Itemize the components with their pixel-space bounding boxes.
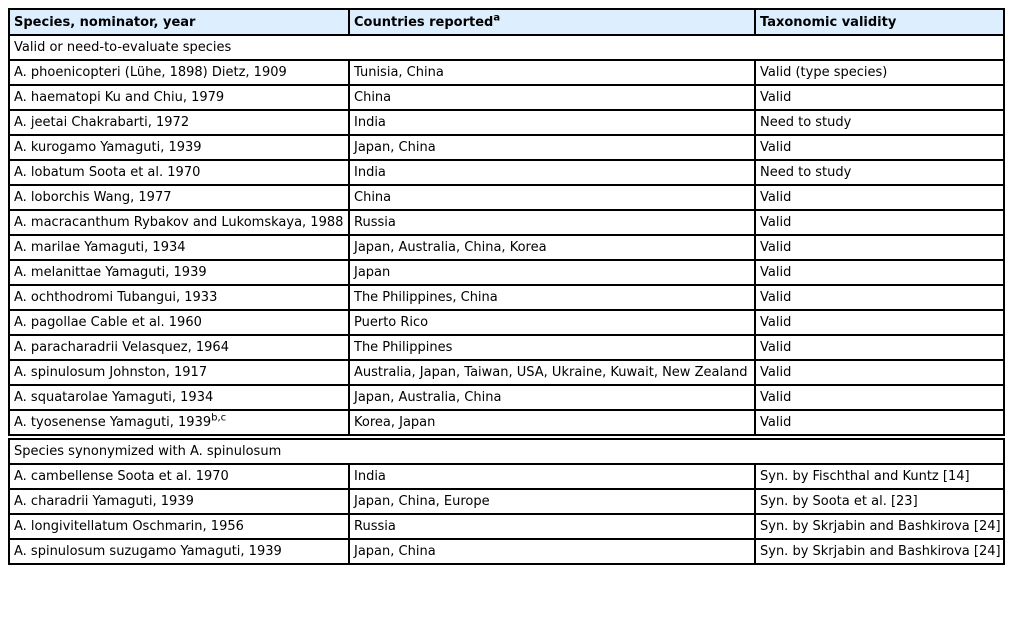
cell-countries-text: China <box>354 90 392 105</box>
cell-countries <box>349 185 755 210</box>
header-countries: Countries reported$^a$ <box>349 9 755 35</box>
cell-species <box>9 210 349 235</box>
cell-species-text: A. cambellense Soota et al. 1970 <box>14 469 229 484</box>
table-row <box>9 185 1004 210</box>
table-row <box>9 310 1004 335</box>
section-title: Species synonymized with A. spinulosum <box>9 437 1004 464</box>
cell-countries-text: Japan, Australia, China <box>354 390 502 405</box>
cell-species-text: A. phoenicopteri (Lühe, 1898) Dietz, 1909 <box>14 65 287 80</box>
cell-species-text: A. longivitellatum Oschmarin, 1956 <box>14 519 244 534</box>
cell-species <box>9 110 349 135</box>
cell-validity <box>755 410 1004 437</box>
cell-validity-text: Valid <box>760 315 792 330</box>
cell-countries-text: Japan, China <box>354 140 436 155</box>
cell-validity <box>755 489 1004 514</box>
cell-validity-text: Valid <box>760 365 792 380</box>
cell-species-text: A. lobatum Soota et al. 1970 <box>14 165 201 180</box>
section-synonyms <box>9 437 1004 564</box>
cell-species-text: A. spinulosum Johnston, 1917 <box>14 365 208 380</box>
cell-countries <box>349 514 755 539</box>
cell-countries-text: Russia <box>354 519 396 534</box>
cell-species <box>9 260 349 285</box>
cell-species <box>9 335 349 360</box>
section-title-row <box>9 437 1004 464</box>
table-row <box>9 539 1004 564</box>
table-row <box>9 60 1004 85</box>
cell-countries-text: Tunisia, China <box>354 65 444 80</box>
cell-species-text: A. jeetai Chakrabarti, 1972 <box>14 115 190 130</box>
cell-species-text: A. ochthodromi Tubangui, 1933 <box>14 290 218 305</box>
cell-species-text: A. haematopi Ku and Chiu, 1979 <box>14 90 225 105</box>
cell-validity-text: Valid <box>760 290 792 305</box>
cell-validity-text: Valid <box>760 190 792 205</box>
cell-validity-text: Valid <box>760 140 792 155</box>
cell-countries <box>349 85 755 110</box>
table-row <box>9 235 1004 260</box>
cell-countries <box>349 410 755 437</box>
table-row <box>9 410 1004 437</box>
cell-validity <box>755 464 1004 489</box>
cell-species <box>9 514 349 539</box>
cell-species-text: A. spinulosum suzugamo Yamaguti, 1939 <box>14 544 282 559</box>
cell-validity-text: Valid <box>760 90 792 105</box>
table-row <box>9 210 1004 235</box>
cell-countries <box>349 360 755 385</box>
table-row <box>9 514 1004 539</box>
cell-validity <box>755 60 1004 85</box>
cell-countries <box>349 489 755 514</box>
cell-validity-text: Valid <box>760 215 792 230</box>
cell-countries-text: Russia <box>354 215 396 230</box>
cell-species-text: A. pagollae Cable et al. 1960 <box>14 315 202 330</box>
cell-species <box>9 85 349 110</box>
table-row <box>9 285 1004 310</box>
table-row <box>9 260 1004 285</box>
cell-validity <box>755 514 1004 539</box>
cell-countries <box>349 110 755 135</box>
cell-countries <box>349 160 755 185</box>
cell-validity <box>755 285 1004 310</box>
cell-countries-text: Korea, Japan <box>354 415 436 430</box>
cell-validity <box>755 135 1004 160</box>
cell-countries-text: India <box>354 469 386 484</box>
cell-countries <box>349 135 755 160</box>
cell-species <box>9 360 349 385</box>
table-row <box>9 464 1004 489</box>
cell-species <box>9 160 349 185</box>
cell-species-text: A. paracharadrii Velasquez, 1964 <box>14 340 229 355</box>
cell-validity-text: Need to study <box>760 165 852 180</box>
cell-countries-text: Japan, China, Europe <box>354 494 490 509</box>
cell-countries <box>349 235 755 260</box>
species-table <box>8 8 1005 565</box>
cell-species <box>9 135 349 160</box>
cell-species <box>9 310 349 335</box>
cell-countries-text: The Philippines, China <box>354 290 498 305</box>
cell-validity <box>755 360 1004 385</box>
table-row <box>9 385 1004 410</box>
cell-countries-text: India <box>354 165 386 180</box>
cell-validity-text: Valid <box>760 390 792 405</box>
cell-validity <box>755 539 1004 564</box>
cell-countries <box>349 310 755 335</box>
cell-countries <box>349 335 755 360</box>
cell-species <box>9 489 349 514</box>
cell-species <box>9 235 349 260</box>
cell-species-text: A. squatarolae Yamaguti, 1934 <box>14 390 214 405</box>
header-validity: Taxonomic validity <box>755 9 1004 35</box>
cell-species-text: A. macracanthum Rybakov and Lukomskaya, 1988 <box>14 215 344 230</box>
cell-species <box>9 185 349 210</box>
cell-validity-text: Syn. by Fischthal and Kuntz [14] <box>760 469 970 484</box>
cell-validity-text: Syn. by Soota et al. [23] <box>760 494 918 509</box>
cell-species-text: A. kurogamo Yamaguti, 1939 <box>14 140 202 155</box>
section-title: Valid or need-to-evaluate species <box>9 35 1004 60</box>
section-title-row <box>9 35 1004 60</box>
table-row <box>9 160 1004 185</box>
cell-species-text: A. melanittae Yamaguti, 1939 <box>14 265 207 280</box>
cell-validity <box>755 85 1004 110</box>
cell-species-text: A. charadrii Yamaguti, 1939 <box>14 494 194 509</box>
cell-validity-text: Need to study <box>760 115 852 130</box>
cell-validity <box>755 260 1004 285</box>
cell-validity-text: Valid <box>760 265 792 280</box>
cell-species <box>9 410 349 437</box>
cell-validity <box>755 235 1004 260</box>
cell-countries <box>349 385 755 410</box>
cell-countries-text: India <box>354 115 386 130</box>
cell-validity-text: Valid <box>760 415 792 430</box>
table-row <box>9 360 1004 385</box>
cell-validity <box>755 210 1004 235</box>
cell-validity-text: Syn. by Skrjabin and Bashkirova [24] <box>760 519 1001 534</box>
footnote-marker: b,c <box>211 412 227 424</box>
cell-countries <box>349 210 755 235</box>
table-row <box>9 335 1004 360</box>
table-row <box>9 110 1004 135</box>
cell-countries-text: The Philippines <box>354 340 453 355</box>
cell-species-text: A. tyosenense Yamaguti, 1939 <box>14 415 212 430</box>
cell-countries <box>349 464 755 489</box>
footnote-marker: a <box>493 12 501 24</box>
cell-species-text: A. loborchis Wang, 1977 <box>14 190 172 205</box>
cell-countries-text: China <box>354 190 392 205</box>
cell-validity <box>755 110 1004 135</box>
header-row <box>9 9 1004 35</box>
cell-species <box>9 464 349 489</box>
header-species: Species, nominator, year <box>9 9 349 35</box>
cell-validity-text: Syn. by Skrjabin and Bashkirova [24] <box>760 544 1001 559</box>
cell-validity-text: Valid (type species) <box>760 65 888 80</box>
cell-validity <box>755 185 1004 210</box>
table-row <box>9 489 1004 514</box>
cell-species <box>9 539 349 564</box>
cell-species <box>9 385 349 410</box>
cell-countries-text: Japan <box>354 265 391 280</box>
cell-countries-text: Japan, China <box>354 544 436 559</box>
section-valid <box>9 35 1004 437</box>
cell-validity <box>755 335 1004 360</box>
cell-validity-text: Valid <box>760 340 792 355</box>
cell-validity <box>755 160 1004 185</box>
cell-countries-text: Puerto Rico <box>354 315 429 330</box>
cell-species <box>9 285 349 310</box>
cell-countries <box>349 285 755 310</box>
cell-validity <box>755 310 1004 335</box>
cell-species <box>9 60 349 85</box>
cell-validity <box>755 385 1004 410</box>
cell-countries <box>349 260 755 285</box>
cell-countries-text: Australia, Japan, Taiwan, USA, Ukraine, Kuwait, New Zealand <box>354 365 748 380</box>
cell-countries <box>349 539 755 564</box>
cell-countries <box>349 60 755 85</box>
cell-species-text: A. marilae Yamaguti, 1934 <box>14 240 186 255</box>
cell-validity-text: Valid <box>760 240 792 255</box>
table-row <box>9 85 1004 110</box>
cell-countries-text: Japan, Australia, China, Korea <box>354 240 547 255</box>
table-row <box>9 135 1004 160</box>
